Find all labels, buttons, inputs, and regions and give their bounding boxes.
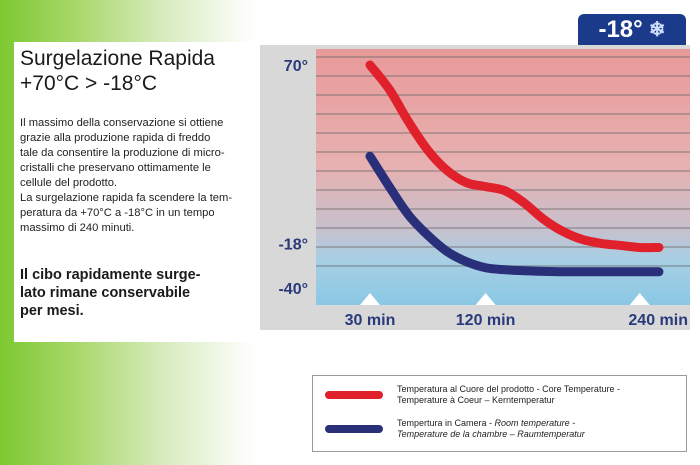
temperature-chart: [260, 45, 690, 330]
highlight-line-1: Il cibo rapidamente surge-: [20, 267, 201, 283]
description-para-2: [20, 191, 246, 236]
page-title: [20, 46, 252, 96]
para-1-line-3: tale da consentire la produzione di micro-: [20, 147, 225, 159]
legend-core-line-2: Temperature à Coeur – Kerntemperatur: [397, 395, 555, 405]
legend: [312, 375, 687, 452]
legend-text-room: [397, 418, 585, 440]
title-line-2: +70°C > -18°C: [20, 72, 158, 95]
x-tick-label: 30 min: [344, 312, 396, 329]
legend-swatch-room: [325, 425, 383, 433]
snowflake-icon: ❄: [648, 19, 666, 41]
y-axis-labels: [278, 58, 308, 298]
legend-text-core: [397, 384, 620, 406]
description-panel: [14, 42, 253, 342]
para-1-line-4: cristalli che preservano ottimamente le: [20, 162, 211, 174]
para-2-line-3: massimo di 240 minuti.: [20, 222, 135, 234]
legend-item-room: [325, 418, 680, 440]
para-1-line-2: grazie alla produzione rapida di freddo: [20, 132, 211, 144]
legend-swatch-core: [325, 391, 383, 399]
y-tick-label: -40°: [278, 281, 308, 298]
para-1-line-5: cellule del prodotto.: [20, 177, 118, 189]
legend-room-italic-1: Room temperature -: [494, 418, 576, 428]
description-body: [20, 116, 246, 236]
legend-room-line-2: Temperature de la chambre – Raumtemperatur: [397, 429, 585, 439]
highlight-line-2: lato rimane conservabile: [20, 285, 191, 301]
y-tick-label: 70°: [283, 58, 308, 75]
y-tick-label: -18°: [278, 236, 308, 254]
legend-core-line-1: Temperatura al Cuore del prodotto - Core Temperature -: [397, 384, 620, 394]
temperature-badge: [578, 14, 686, 46]
x-tick-label: 120 min: [455, 312, 516, 329]
para-2-line-1: La surgelazione rapida fa scendere la tem-: [20, 192, 233, 204]
legend-item-core: [325, 384, 680, 406]
legend-room-plain: Tempertura in Camera -: [397, 418, 495, 428]
x-axis-labels: [345, 312, 688, 329]
title-line-1: Surgelazione Rapida: [20, 47, 215, 70]
badge-value: -18°: [598, 16, 643, 43]
para-1-line-1: Il massimo della conservazione si ottiene: [20, 117, 224, 129]
x-tick-label: 240 min: [628, 312, 688, 329]
highlight-text: [20, 266, 246, 320]
highlight-line-3: per mesi.: [20, 303, 84, 319]
para-2-line-2: peratura da +70°C a -18°C in un tempo: [20, 207, 215, 219]
legend-room-line-1: [397, 418, 585, 429]
description-para-1: [20, 116, 246, 191]
chart-frame: [260, 45, 690, 330]
